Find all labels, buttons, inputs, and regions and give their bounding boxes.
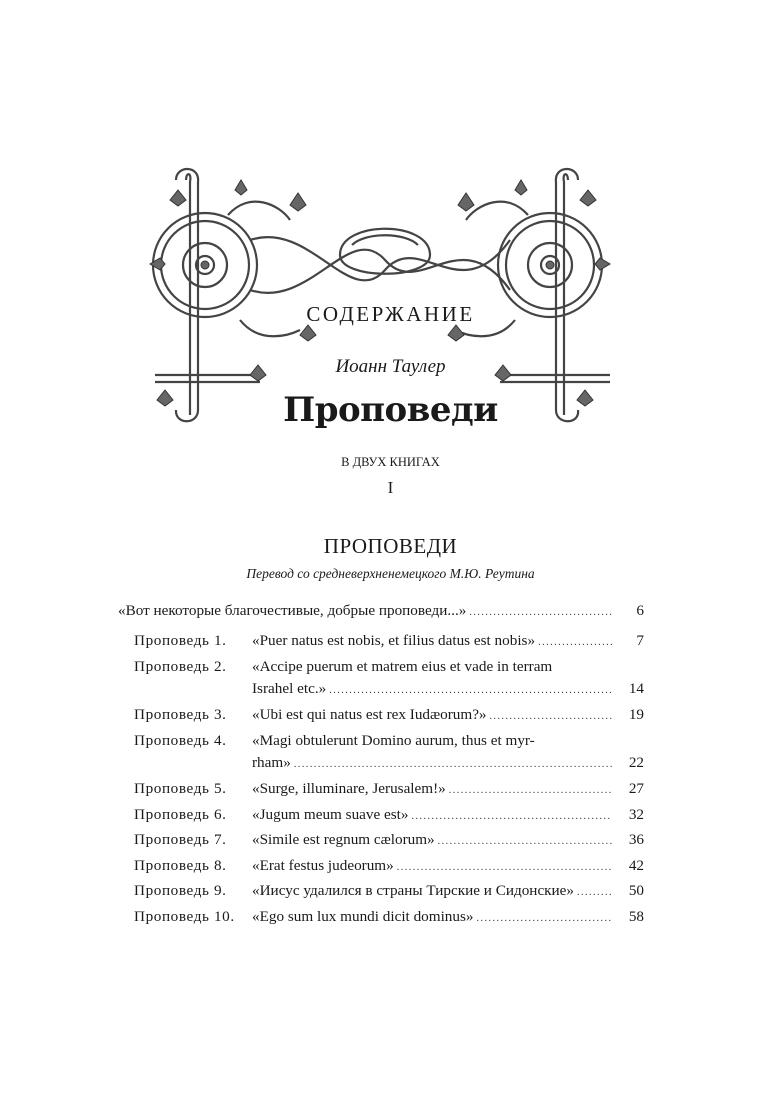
volume-number: I [387, 478, 394, 497]
toc-page-number: 22 [628, 754, 644, 771]
toc-page-number: 6 [636, 602, 644, 619]
sermon-label: Проповедь 1. [134, 632, 227, 649]
toc-page-number: 19 [628, 706, 644, 723]
toc-page-number: 36 [628, 831, 644, 848]
toc-entry-title-line1: «Magi obtulerunt Domino aurum, thus et myr- [252, 732, 535, 749]
toc-entry-title: «Puer natus est nobis, et filius datus est nobis» [252, 632, 536, 649]
contents-heading: СОДЕРЖАНИЕ [306, 302, 475, 326]
toc-page-number: 7 [636, 632, 644, 649]
toc-entry-title: «Ego sum lux mundi dicit dominus» [252, 908, 474, 925]
section-title: ПРОПОВЕДИ [323, 534, 458, 558]
dot-leader [577, 882, 612, 904]
dot-leader [490, 706, 612, 728]
toc-page-number: 58 [628, 908, 644, 925]
dot-leader [397, 857, 612, 879]
sermon-label: Проповедь 8. [134, 857, 227, 874]
toc-entry-title: «Simile est regnum cælorum» [252, 831, 435, 848]
toc-entry-title: «Вот некоторые благочестивые, добрые проповеди...» [118, 602, 467, 619]
toc-entry-title-line1: «Accipe puerum et matrem eius et vade in terram [252, 658, 553, 675]
toc-page-number: 32 [628, 806, 644, 823]
dot-leader [438, 831, 612, 853]
book-title: Проповеди [283, 390, 498, 430]
dot-leader [412, 806, 613, 828]
dot-leader [477, 908, 613, 930]
translator-credit: Перевод со средневерхненемецкого М.Ю. Реутина [246, 566, 535, 581]
toc-entry-title: Israhel etc.» [252, 680, 327, 697]
dot-leader [294, 754, 612, 776]
dot-leader [538, 632, 612, 654]
toc-page-number: 42 [628, 857, 644, 874]
toc-page-number: 50 [628, 882, 644, 899]
sermon-label: Проповедь 6. [134, 806, 227, 823]
toc-entry-title: «Иисус удалился в страны Тирские и Сидонские» [252, 882, 575, 899]
sermon-label: Проповедь 10. [134, 908, 235, 925]
toc-page-number: 27 [628, 780, 644, 797]
toc-entry-title: «Jugum meum suave est» [252, 806, 409, 823]
sermon-label: Проповедь 3. [134, 706, 227, 723]
sermon-label: Проповедь 4. [134, 732, 227, 749]
toc-page-number: 14 [628, 680, 644, 697]
author-name: Иоанн Таулер [335, 356, 446, 377]
sermon-label: Проповедь 5. [134, 780, 227, 797]
book-subtitle: В ДВУХ КНИГАХ [341, 455, 440, 469]
sermon-label: Проповедь 7. [134, 831, 227, 848]
sermon-label: Проповедь 9. [134, 882, 227, 899]
sermon-label: Проповедь 2. [134, 658, 227, 675]
toc-entry-title: «Surge, illuminare, Jerusalem!» [252, 780, 446, 797]
dot-leader [449, 780, 612, 802]
toc-entry-title: «Erat festus judeorum» [252, 857, 394, 874]
dot-leader [329, 680, 612, 702]
dot-leader [469, 602, 612, 624]
toc-entry-title: «Ubi est qui natus est rex Iudæorum?» [252, 706, 487, 723]
toc-entry-title: rham» [252, 754, 291, 771]
toc-intro-entry[interactable] [118, 600, 644, 624]
